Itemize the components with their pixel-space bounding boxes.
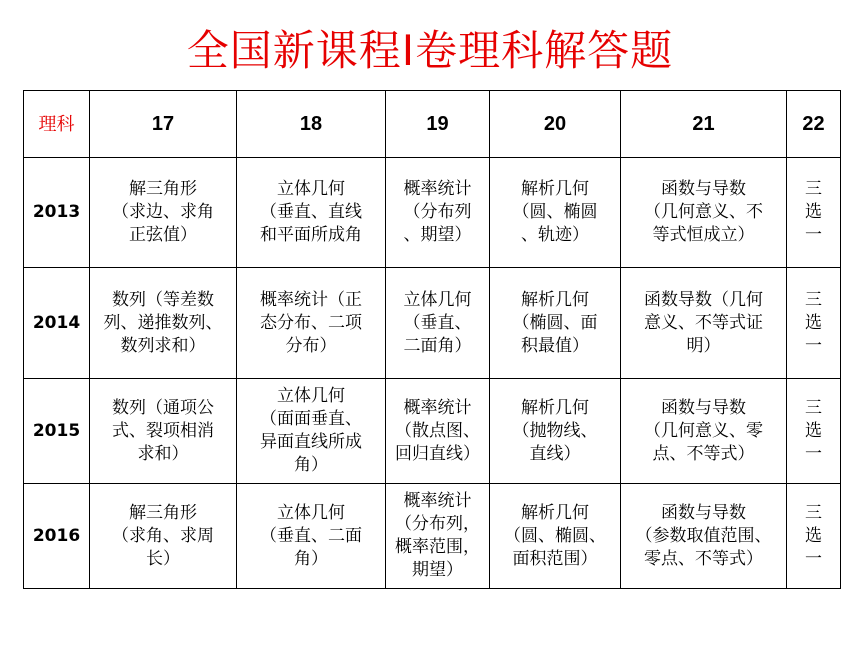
cell-text-line: 式、裂项相消 bbox=[112, 420, 214, 441]
year-cell: 2013 bbox=[24, 158, 90, 268]
table-row bbox=[24, 484, 841, 589]
cell-text-line: 立体几何 bbox=[277, 502, 345, 523]
topic-cell bbox=[490, 379, 621, 484]
cell-text-line: 正弦值） bbox=[129, 225, 197, 245]
cell-text-line: 解析几何 bbox=[521, 502, 589, 523]
cell-text-line: （分布列 bbox=[403, 202, 472, 222]
cell-text-line: 态分布、二项 bbox=[260, 312, 362, 333]
cell-text-line: 数列（等差数 bbox=[112, 289, 214, 310]
exam-topic-table bbox=[23, 90, 841, 589]
cell-text-line: 直线） bbox=[529, 443, 581, 464]
column-header-22: 22 bbox=[787, 91, 841, 158]
cell-text-line: （求角、求周 bbox=[112, 525, 214, 546]
column-header-18: 18 bbox=[237, 91, 386, 158]
cell-text-line: 零点、不等式） bbox=[644, 548, 763, 569]
cell-text-line: 长） bbox=[146, 548, 180, 569]
cell-text-line: 立体几何 bbox=[277, 179, 345, 199]
year-cell: 2015 bbox=[24, 379, 90, 484]
cell-text-line: 数列求和） bbox=[120, 335, 206, 356]
cell-text-line: 概率统计 bbox=[403, 397, 472, 418]
cell-text-line: 回归直线） bbox=[395, 443, 480, 464]
topic-cell bbox=[90, 268, 237, 379]
cell-text-line: 选 bbox=[805, 312, 822, 333]
cell-text-line: 函数与导数 bbox=[661, 397, 746, 418]
cell-text-line: 三 bbox=[805, 179, 822, 199]
topic-cell bbox=[386, 484, 490, 589]
cell-text-line: （垂直、 bbox=[403, 312, 472, 333]
cell-text-line: 意义、不等式证 bbox=[644, 312, 763, 333]
topic-cell bbox=[787, 158, 841, 268]
column-header-20: 20 bbox=[490, 91, 621, 158]
cell-text-line: 、期望） bbox=[403, 225, 472, 245]
cell-text-line: 点、不等式） bbox=[652, 443, 755, 464]
cell-text-line: （圆、椭圆、 bbox=[504, 525, 606, 546]
year-cell: 2014 bbox=[24, 268, 90, 379]
cell-text-line: 概率范围， bbox=[395, 537, 480, 557]
cell-text-line: （垂直、直线 bbox=[260, 202, 362, 222]
cell-text-line: 解析几何 bbox=[521, 179, 589, 199]
cell-text-line: 函数与导数 bbox=[661, 502, 746, 523]
header-row bbox=[24, 91, 841, 158]
cell-text-line: （散点图、 bbox=[395, 420, 480, 441]
cell-text-line: 角） bbox=[294, 455, 328, 475]
cell-text-line: （垂直、二面 bbox=[260, 525, 362, 546]
cell-text-line: 、轨迹） bbox=[521, 225, 589, 245]
topic-cell bbox=[386, 158, 490, 268]
cell-text-line: 解三角形 bbox=[129, 179, 197, 199]
cell-text-line: 解三角形 bbox=[129, 502, 197, 523]
column-header-19: 19 bbox=[386, 91, 490, 158]
cell-text-line: 解析几何 bbox=[521, 397, 589, 418]
cell-text-line: （圆、椭圆 bbox=[512, 202, 598, 222]
cell-text-line: 异面直线所成 bbox=[260, 432, 362, 452]
cell-text-line: （分布列， bbox=[395, 514, 480, 534]
topic-cell bbox=[621, 158, 787, 268]
cell-text-line: 一 bbox=[805, 225, 822, 245]
topic-cell bbox=[490, 268, 621, 379]
cell-text-line: （参数取值范围、 bbox=[635, 525, 772, 546]
corner-label: 理科 bbox=[24, 91, 90, 158]
cell-text-line: 概率统计 bbox=[403, 179, 472, 199]
cell-text-line: （椭圆、面 bbox=[512, 312, 598, 333]
cell-text-line: 列、递推数列、 bbox=[103, 312, 223, 333]
topic-cell bbox=[237, 268, 386, 379]
topic-cell bbox=[90, 158, 237, 268]
cell-text-line: 选 bbox=[805, 420, 822, 441]
cell-text-line: 立体几何 bbox=[277, 386, 345, 406]
cell-text-line: （抛物线、 bbox=[512, 420, 598, 441]
topic-cell bbox=[490, 158, 621, 268]
cell-text-line: 三 bbox=[805, 397, 822, 418]
cell-text-line: 三 bbox=[805, 502, 822, 523]
cell-text-line: 明） bbox=[686, 335, 721, 356]
cell-text-line: 一 bbox=[805, 548, 822, 569]
cell-text-line: 函数与导数 bbox=[661, 179, 746, 199]
topic-cell bbox=[787, 379, 841, 484]
cell-text-line: 选 bbox=[805, 525, 822, 546]
topic-cell bbox=[490, 484, 621, 589]
table-row bbox=[24, 379, 841, 484]
table-row bbox=[24, 158, 841, 268]
cell-text-line: 三 bbox=[805, 289, 822, 310]
cell-text-line: （面面垂直、 bbox=[260, 409, 362, 429]
cell-text-line: 期望） bbox=[412, 560, 463, 580]
cell-text-line: 立体几何 bbox=[403, 289, 472, 310]
topic-cell bbox=[90, 484, 237, 589]
topic-cell bbox=[386, 268, 490, 379]
topic-cell bbox=[90, 379, 237, 484]
cell-text-line: 选 bbox=[805, 202, 822, 222]
cell-text-line: 数列（通项公 bbox=[112, 397, 214, 418]
cell-text-line: 概率统计 bbox=[403, 491, 472, 511]
column-header-21: 21 bbox=[621, 91, 787, 158]
column-header-17: 17 bbox=[90, 91, 237, 158]
topic-cell bbox=[621, 379, 787, 484]
topic-cell bbox=[787, 484, 841, 589]
topic-cell bbox=[787, 268, 841, 379]
cell-text-line: 二面角） bbox=[403, 335, 472, 356]
cell-text-line: 角） bbox=[294, 548, 328, 569]
cell-text-line: （几何意义、不 bbox=[644, 202, 763, 222]
cell-text-line: 面积范围） bbox=[512, 548, 598, 569]
cell-text-line: 函数导数（几何 bbox=[644, 289, 763, 310]
cell-text-line: 解析几何 bbox=[521, 289, 589, 310]
cell-text-line: （求边、求角 bbox=[112, 202, 214, 222]
cell-text-line: 和平面所成角 bbox=[260, 225, 362, 245]
topic-cell bbox=[237, 158, 386, 268]
year-cell: 2016 bbox=[24, 484, 90, 589]
table-row bbox=[24, 268, 841, 379]
topic-cell bbox=[237, 379, 386, 484]
cell-text-line: 分布） bbox=[285, 335, 337, 356]
page-title: 全国新课程Ⅰ卷理科解答题 bbox=[186, 26, 674, 75]
topic-cell bbox=[621, 484, 787, 589]
cell-text-line: 概率统计（正 bbox=[260, 289, 362, 310]
cell-text-line: 等式恒成立） bbox=[652, 225, 755, 245]
topic-cell bbox=[386, 379, 490, 484]
cell-text-line: 求和） bbox=[137, 443, 189, 464]
cell-text-line: 一 bbox=[805, 335, 822, 356]
cell-text-line: （几何意义、零 bbox=[644, 420, 763, 441]
cell-text-line: 一 bbox=[805, 443, 822, 464]
cell-text-line: 积最值） bbox=[521, 335, 589, 356]
topic-cell bbox=[237, 484, 386, 589]
topic-cell bbox=[621, 268, 787, 379]
